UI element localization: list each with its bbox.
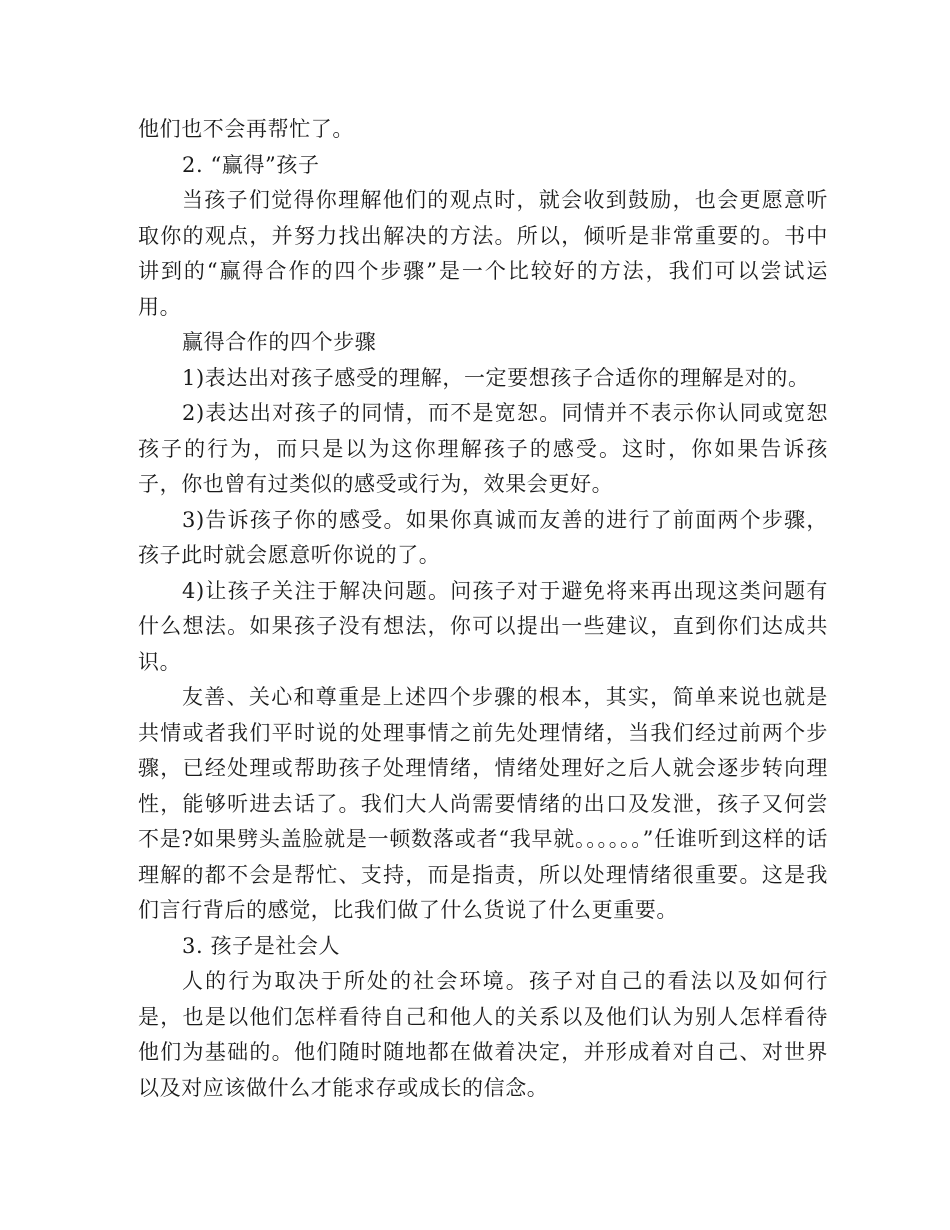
subheading-four-steps: 赢得合作的四个步骤	[182, 330, 377, 354]
step-2: 2)表达出对孩子的同情，而不是宽恕。同情并不表示你认同或宽恕孩子的行为，而只是以为这你理解孩子的感受。这时，你如果告诉孩子，你也曾有过类似的感受或行为，效果会更好。	[138, 401, 828, 496]
step-1: 1)表达出对孩子感受的理解，一定要想孩子合适你的理解是对的。	[182, 365, 810, 390]
paragraph-continuation: 他们也不会再帮忙了。	[138, 117, 354, 141]
section-heading-social-child: 3. 孩子是社会人	[182, 933, 341, 958]
paragraph-social-environment: 人的行为取决于所处的社会环境。孩子对自己的看法以及如何行是，也是以他们怎样看待自己和他人的关系以及他们认为别人怎样看待他们为基础的。他们随时随地都在做着决定，并形成着对自己、对世界以及对应该做什么才能求存或成长的信念。	[138, 969, 828, 1100]
step-3: 3)告诉孩子你的感受。如果你真诚而友善的进行了前面两个步骤，孩子此时就会愿意听你说的了。	[138, 507, 828, 567]
step-4: 4)让孩子关注于解决问题。问孩子对于避免将来再出现这类问题有什么想法。如果孩子没有想法，你可以提出一些建议，直到你们达成共识。	[138, 578, 828, 674]
paragraph-empathy: 友善、关心和尊重是上述四个步骤的根本，其实，简单来说也就是共情或者我们平时说的处理事情之前先处理情绪，当我们经过前两个步骤，已经处理或帮助孩子处理情绪，情绪处理好之后人就会逐步转向理性，能够听进去话了。我们大人尚需要情绪的出口及发泄，孩子又何尝不是?如果劈头盖脸就是一顿数落或者“我早就。。。。。。”任谁听到这样的话理解的都不会是帮忙、支持，而是指责，所以处理情绪很重要。这是我们言行背后的感觉，比我们做了什么货说了什么更重要。	[138, 685, 828, 922]
paragraph-listening: 当孩子们觉得你理解他们的观点时，就会收到鼓励，也会更愿意听取你的观点，并努力找出解决的方法。所以，倾听是非常重要的。书中讲到的“赢得合作的四个步骤”是一个比较好的方法，我们可以尝试运用。	[138, 188, 828, 319]
document-body	[138, 112, 828, 1106]
section-heading-win-child: 2. “赢得”孩子	[182, 152, 320, 177]
